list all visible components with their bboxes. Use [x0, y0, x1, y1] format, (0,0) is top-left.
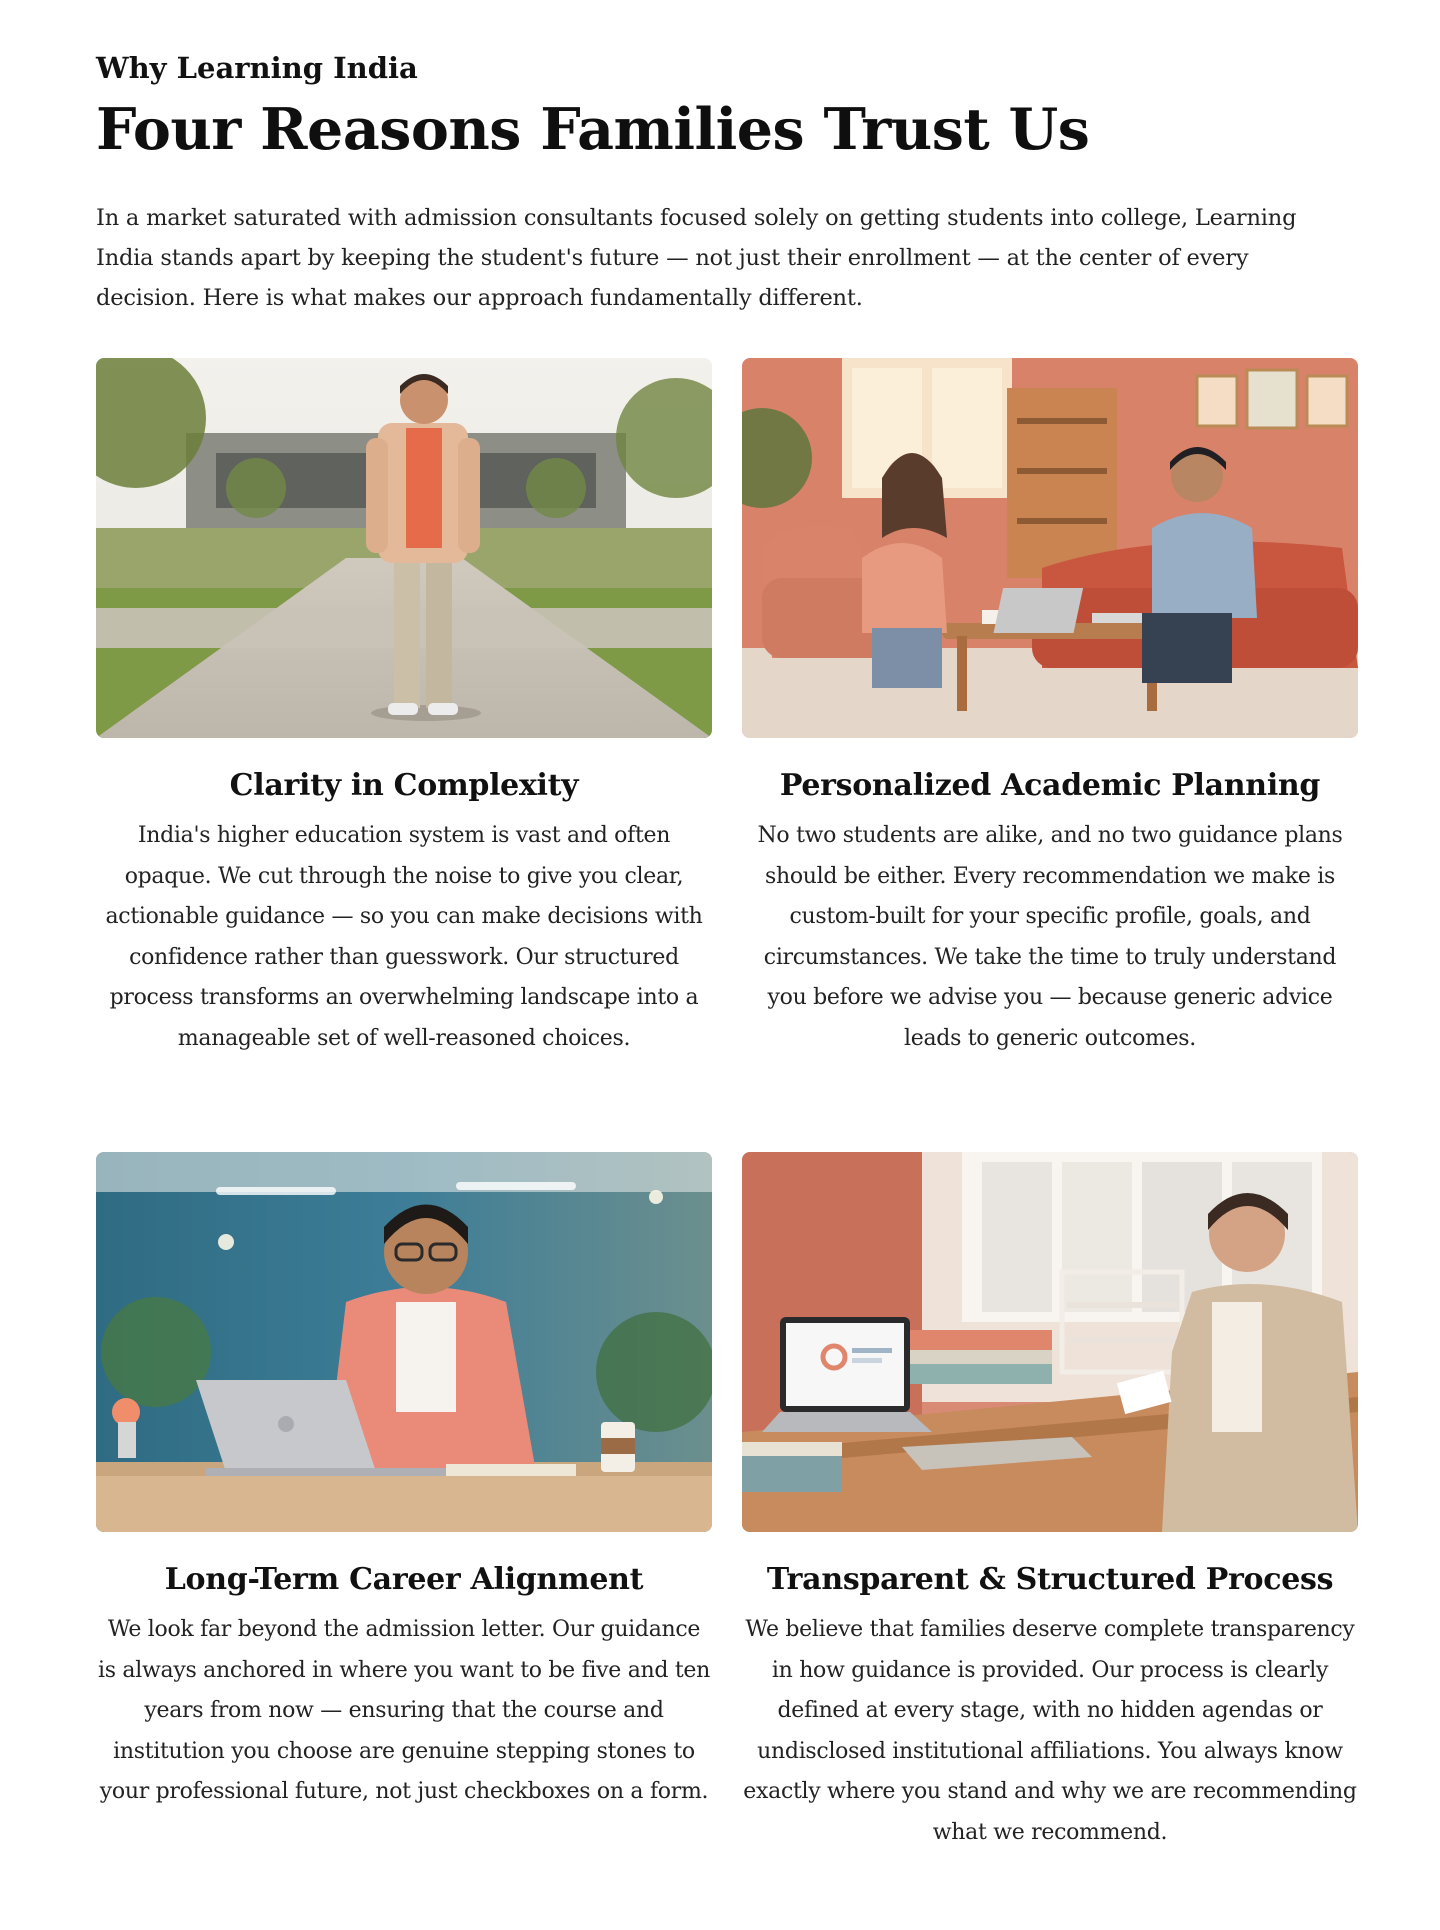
counselor-photo-illustration	[742, 358, 1358, 738]
reason-card-clarity	[96, 358, 712, 1059]
student-on-campus-path-photo	[96, 358, 712, 738]
reason-card-career	[96, 1152, 712, 1813]
reason-description: No two students are alike, and no two guidance plans should be either. Every recommendation we make is custom-built for your specific profile, goals, and circumstances. We take the time to truly understand you before we advise you — because generic advice leads to generic outcomes.	[757, 823, 1343, 1051]
laptop-student-photo-illustration	[96, 1152, 712, 1532]
reason-title: Long-Term Career Alignment	[164, 1562, 644, 1597]
reason-title: Transparent & Structured Process	[766, 1562, 1334, 1597]
reason-card-personalized	[742, 358, 1358, 1059]
advisor-desk-dashboard-photo	[742, 1152, 1358, 1532]
reason-description: We believe that families deserve complete transparency in how guidance is provided. Our process is clearly defined at every stage, with no hidden agendas or undisclosed institutional affiliations. You always know exactly where you stand and why we are recommending what we recommend.	[743, 1617, 1357, 1845]
reason-description: India's higher education system is vast and often opaque. We cut through the noise to give you clear, actionable guidance — so you can make decisions with confidence rather than guesswork. Our structured process transforms an overwhelming landscape into a manageable set of well-reasoned choices.	[105, 823, 703, 1051]
campus-photo-illustration	[96, 358, 712, 738]
reason-card-transparent	[742, 1152, 1358, 1853]
section-title: Four Reasons Families Trust Us	[96, 96, 1090, 163]
reason-title: Personalized Academic Planning	[779, 768, 1321, 803]
advisor-photo-illustration	[742, 1152, 1358, 1532]
section-intro: In a market saturated with admission consultants focused solely on getting students into college, Learning India stands apart by keeping the student's future — not just their enrollment — at the center of every decision. Here is what makes our approach fundamentally different.	[96, 205, 1297, 311]
counselor-session-photo	[742, 358, 1358, 738]
reason-description: We look far beyond the admission letter. Our guidance is always anchored in where you want to be five and ten years from now — ensuring that the course and institution you choose are genuine stepping stones to your professional future, not just checkboxes on a form.	[98, 1617, 710, 1804]
reason-title: Clarity in Complexity	[229, 768, 579, 803]
student-with-laptop-photo	[96, 1152, 712, 1532]
section-eyebrow: Why Learning India	[96, 51, 418, 85]
